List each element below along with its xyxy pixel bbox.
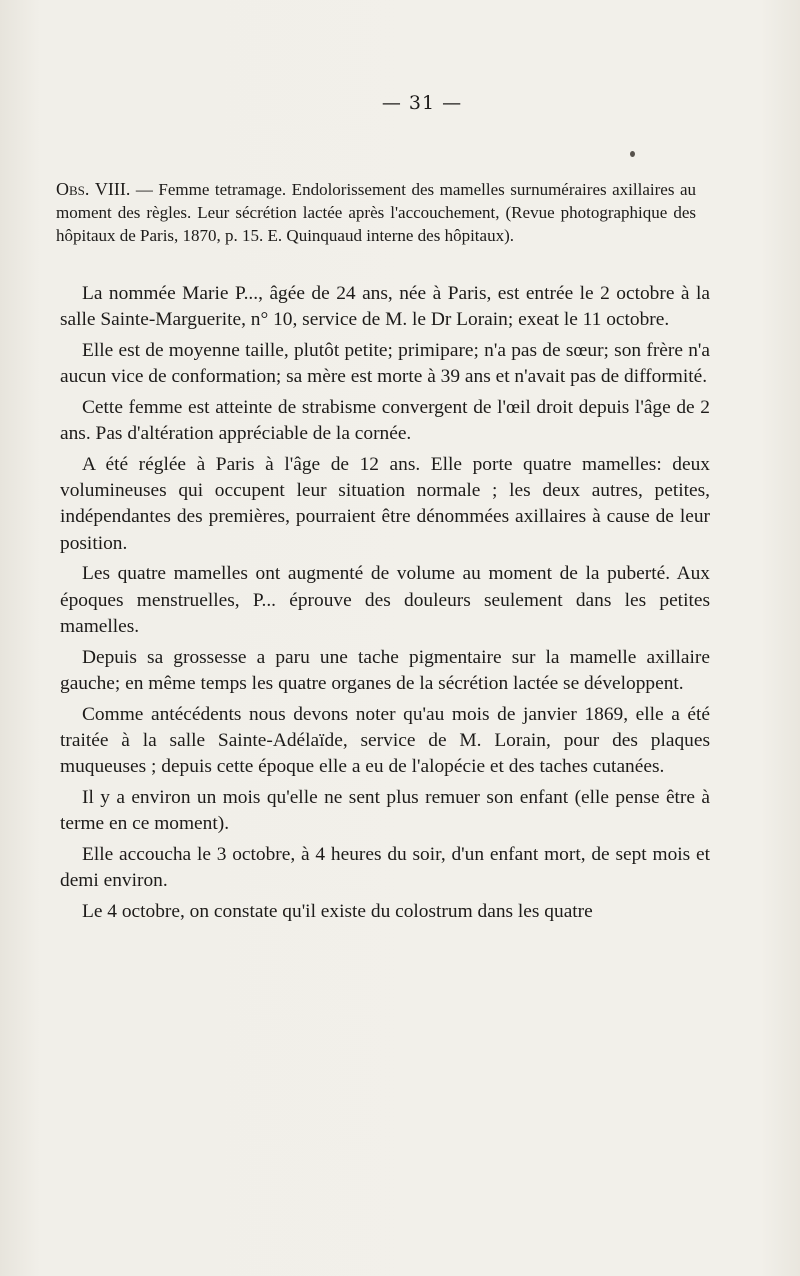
observation-label: Obs. VIII. <box>56 179 131 199</box>
paragraph-4: A été réglée à Paris à l'âge de 12 ans. Elle porte quatre mamelles: deux volumineuses qui occupent leur situation normale ; les deux autres, petites, indépendantes des premières, pourraient être dénommées axillaires à cause de leur position. <box>60 454 710 554</box>
paragraph-3: Cette femme est atteinte de strabisme convergent de l'œil droit depuis l'âge de 2 ans. Pas d'altération appréciable de la cornée. <box>60 397 710 445</box>
page-number: — 31 — <box>381 92 463 114</box>
ink-speck <box>630 151 635 157</box>
observation-summary: — Femme tetramage. Endolorissement des mamelles surnuméraires axillaires au moment des règles. Leur sécrétion lactée après l'accouchement, (Revue photographique des hôpitaux de Paris, 1870, p. 15. E. Quinquaud interne des hôpitaux). <box>56 180 697 245</box>
paragraph-5: Les quatre mamelles ont augmenté de volume au moment de la puberté. Aux époques menstruelles, P... éprouve des douleurs seulement dans les petites mamelles. <box>60 563 710 637</box>
paragraph-1: La nommée Marie P..., âgée de 24 ans, née à Paris, est entrée le 2 octobre à la salle Sainte-Marguerite, n° 10, service de M. le Dr Lorain; exeat le 11 octobre. <box>60 283 710 331</box>
paragraph-8: Il y a environ un mois qu'elle ne sent plus remuer son enfant (elle pense être à terme en ce moment). <box>60 786 710 835</box>
paragraph-10: Le 4 octobre, on constate qu'il existe du colostrum dans les quatre <box>82 900 593 922</box>
paragraph-9: Elle accoucha le 3 octobre, à 4 heures du soir, d'un enfant mort, de sept mois et demi environ. <box>60 843 710 892</box>
case-report-body <box>60 281 710 930</box>
paragraph-6: Depuis sa grossesse a paru une tache pigmentaire sur la mamelle axillaire gauche; en même temps les quatre organes de la sécrétion lactée se développent. <box>60 646 710 694</box>
paragraph-7: Comme antécédents nous devons noter qu'au mois de janvier 1869, elle a été traitée à la salle Sainte-Adélaïde, service de M. Lorain, pour des plaques muqueuses ; depuis cette époque elle a eu de l'alopécie et des taches cutanées. <box>60 703 710 778</box>
observation-heading <box>56 178 696 247</box>
paragraph-2: Elle est de moyenne taille, plutôt petite; primipare; n'a pas de sœur; son frère n'a aucun vice de conformation; sa mère est morte à 39 ans et n'avait pas de difformité. <box>60 340 710 388</box>
